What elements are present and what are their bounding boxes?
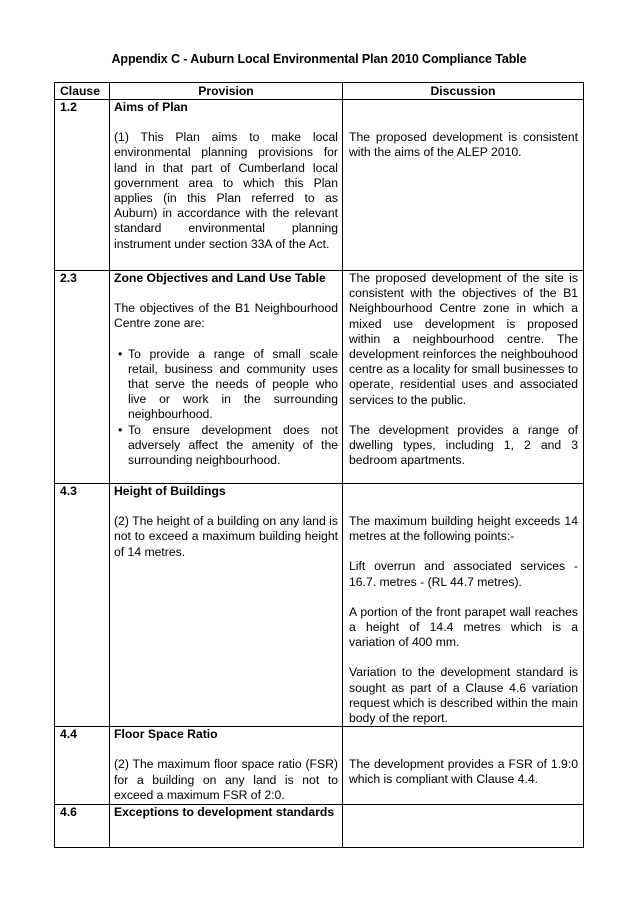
clause-number: 4.3 bbox=[55, 484, 110, 727]
discussion-text: The development provides a FSR of 1.9:0 which is compliant with Clause 4.4. bbox=[349, 757, 578, 787]
provision-text: (2) The maximum floor space ratio (FSR) for a building on any land is not to exceed a maximum FSR of 2:0. bbox=[114, 757, 338, 802]
table-row bbox=[55, 100, 584, 271]
discussion-cell bbox=[343, 805, 584, 848]
provision-heading: Floor Space Ratio bbox=[114, 727, 218, 742]
clause-number: 2.3 bbox=[55, 271, 110, 484]
provision-text: (2) The height of a building on any land is not to exceed a maximum building height of 14 metres. bbox=[114, 514, 338, 559]
discussion-text: The proposed development is consistent with the aims of the ALEP 2010. bbox=[349, 130, 578, 160]
page-title: Appendix C - Auburn Local Environmental Plan 2010 Compliance Table bbox=[111, 52, 527, 66]
provision-heading: Exceptions to development standards bbox=[114, 805, 335, 820]
discussion-cell bbox=[343, 484, 584, 727]
list-item: • To provide a range of small scale retail, business and community uses that serve the needs of people who live or work in the surrounding neighbourhood. bbox=[118, 346, 338, 422]
header-discussion: Discussion bbox=[343, 83, 584, 100]
discussion-cell bbox=[343, 100, 584, 271]
compliance-table bbox=[54, 82, 584, 848]
table-row bbox=[55, 805, 584, 848]
discussion-text: The maximum building height exceeds 14 metres at the following points:- bbox=[349, 514, 578, 544]
clause-number: 4.6 bbox=[55, 805, 110, 848]
provision-text: The objectives of the B1 Neighbourhood Centre zone are: bbox=[114, 301, 338, 331]
clause-number: 1.2 bbox=[55, 100, 110, 271]
discussion-text: The proposed development of the site is consistent with the objectives of the B1 Neighbourhood Centre zone in which a mixed use development is proposed within a neighbourhood centre. The development reinforces the neighbouhood centre as a locality for small businesses to operate, residential uses and associated services to the public. bbox=[349, 271, 578, 407]
provision-cell bbox=[110, 271, 343, 484]
table-row bbox=[55, 484, 584, 727]
table-header-row bbox=[55, 83, 584, 100]
header-clause: Clause bbox=[55, 83, 110, 100]
provision-heading: Height of Buildings bbox=[114, 484, 226, 498]
discussion-cell bbox=[343, 727, 584, 805]
provision-cell bbox=[110, 100, 343, 271]
provision-cell bbox=[110, 727, 343, 805]
table-row bbox=[55, 727, 584, 805]
provision-cell bbox=[110, 805, 343, 848]
discussion-text: Variation to the development standard is sought as part of a Clause 4.6 variation request which is described within the main body of the report. bbox=[349, 665, 578, 726]
list-item: • To ensure development does not adversely affect the amenity of the surrounding neighbourhood. bbox=[118, 422, 338, 468]
provision-cell bbox=[110, 484, 343, 727]
clause-number: 4.4 bbox=[55, 727, 110, 805]
discussion-text: A portion of the front parapet wall reaches a height of 14.4 metres which is a variation of 400 mm. bbox=[349, 604, 578, 650]
discussion-cell bbox=[343, 271, 584, 484]
discussion-text: Lift overrun and associated services - 16.7. metres - (RL 44.7 metres). bbox=[349, 559, 578, 589]
header-provision: Provision bbox=[110, 83, 343, 100]
discussion-text: The development provides a range of dwelling types, including 1, 2 and 3 bedroom apartments. bbox=[349, 422, 578, 468]
table-row bbox=[55, 271, 584, 484]
provision-text: (1) This Plan aims to make local environmental planning provisions for land in that part of Cumberland local government area to which this Plan applies (in this Plan referred to as Auburn) in accordance with the relevant standard environmental planning instrument under section 33A of the Act. bbox=[114, 130, 338, 251]
provision-heading: Zone Objectives and Land Use Table bbox=[114, 271, 326, 285]
provision-heading: Aims of Plan bbox=[114, 100, 188, 114]
